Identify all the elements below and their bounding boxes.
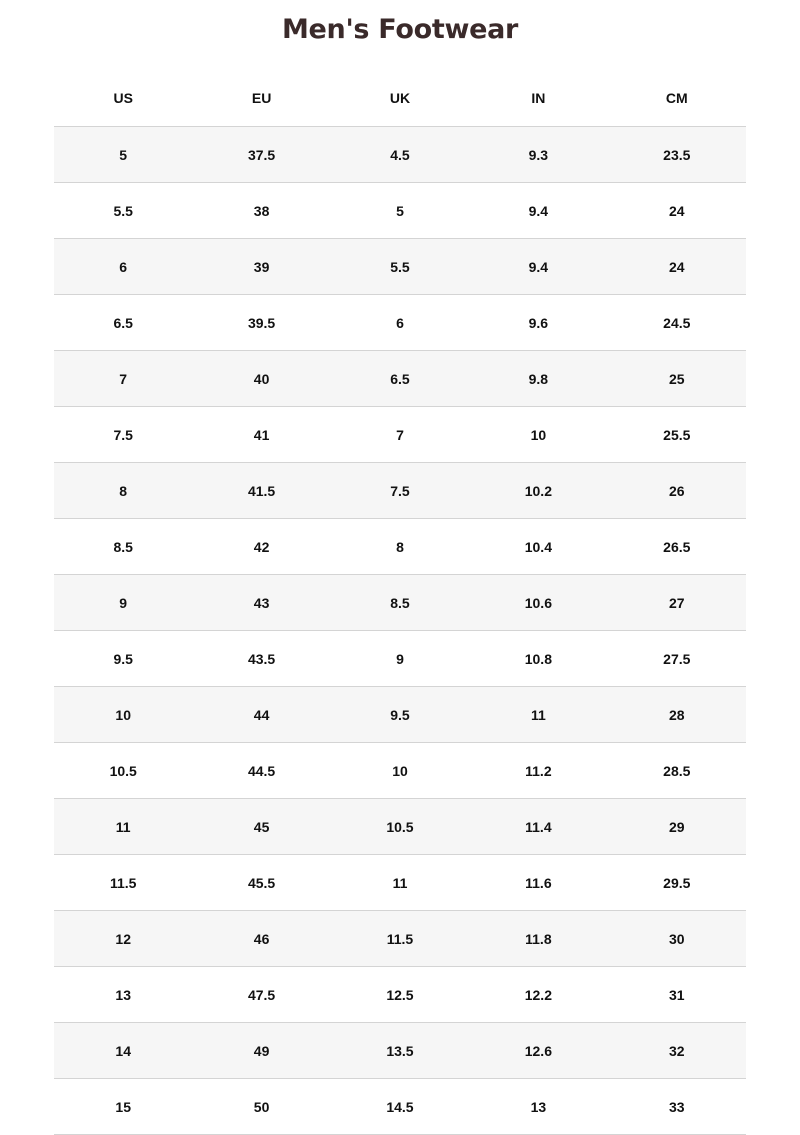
cell-in: 10 [469,407,607,463]
cell-us: 6 [54,239,192,295]
cell-us: 13 [54,967,192,1023]
cell-in: 10.2 [469,463,607,519]
cell-us: 15 [54,1079,192,1135]
cell-uk: 11 [331,855,469,911]
cell-cm: 33 [608,1079,746,1135]
cell-cm: 31 [608,967,746,1023]
cell-us: 8 [54,463,192,519]
cell-cm: 24 [608,183,746,239]
table-row [54,463,746,519]
column-header-us: US [54,70,192,127]
size-table-body [54,127,746,1135]
cell-cm: 26 [608,463,746,519]
cell-uk: 5 [331,183,469,239]
cell-us: 5 [54,127,192,183]
cell-eu: 39 [192,239,330,295]
size-chart-table [54,70,746,1135]
cell-cm: 26.5 [608,519,746,575]
cell-in: 10.4 [469,519,607,575]
cell-in: 9.3 [469,127,607,183]
cell-in: 11.2 [469,743,607,799]
cell-us: 7 [54,351,192,407]
cell-eu: 47.5 [192,967,330,1023]
cell-us: 5.5 [54,183,192,239]
cell-cm: 29.5 [608,855,746,911]
cell-cm: 23.5 [608,127,746,183]
cell-cm: 25.5 [608,407,746,463]
cell-us: 10.5 [54,743,192,799]
cell-uk: 6.5 [331,351,469,407]
table-row [54,799,746,855]
cell-uk: 4.5 [331,127,469,183]
cell-uk: 6 [331,295,469,351]
cell-uk: 13.5 [331,1023,469,1079]
table-row [54,855,746,911]
cell-cm: 28 [608,687,746,743]
cell-cm: 25 [608,351,746,407]
table-row [54,967,746,1023]
table-row [54,183,746,239]
cell-uk: 7 [331,407,469,463]
cell-in: 9.6 [469,295,607,351]
cell-cm: 30 [608,911,746,967]
cell-uk: 10.5 [331,799,469,855]
cell-in: 13 [469,1079,607,1135]
cell-us: 6.5 [54,295,192,351]
cell-eu: 38 [192,183,330,239]
cell-in: 12.2 [469,967,607,1023]
cell-uk: 7.5 [331,463,469,519]
cell-us: 14 [54,1023,192,1079]
table-row [54,351,746,407]
cell-us: 12 [54,911,192,967]
cell-eu: 40 [192,351,330,407]
cell-us: 9 [54,575,192,631]
cell-cm: 27 [608,575,746,631]
column-header-eu: EU [192,70,330,127]
cell-cm: 24.5 [608,295,746,351]
cell-uk: 5.5 [331,239,469,295]
cell-in: 11 [469,687,607,743]
cell-in: 10.8 [469,631,607,687]
table-header-row [54,70,746,127]
cell-us: 11 [54,799,192,855]
table-row [54,239,746,295]
cell-in: 12.6 [469,1023,607,1079]
cell-uk: 8 [331,519,469,575]
cell-eu: 41.5 [192,463,330,519]
cell-eu: 50 [192,1079,330,1135]
cell-in: 11.4 [469,799,607,855]
cell-eu: 41 [192,407,330,463]
table-row [54,127,746,183]
table-row [54,575,746,631]
cell-eu: 42 [192,519,330,575]
column-header-in: IN [469,70,607,127]
cell-in: 9.4 [469,239,607,295]
table-row [54,1079,746,1135]
cell-uk: 11.5 [331,911,469,967]
cell-us: 10 [54,687,192,743]
column-header-cm: CM [608,70,746,127]
cell-eu: 46 [192,911,330,967]
page-title: Men's Footwear [281,14,519,45]
cell-eu: 43.5 [192,631,330,687]
cell-eu: 44.5 [192,743,330,799]
cell-us: 7.5 [54,407,192,463]
table-row [54,687,746,743]
column-header-uk: UK [331,70,469,127]
cell-in: 11.8 [469,911,607,967]
cell-eu: 49 [192,1023,330,1079]
cell-uk: 9 [331,631,469,687]
cell-eu: 45.5 [192,855,330,911]
cell-uk: 10 [331,743,469,799]
cell-eu: 44 [192,687,330,743]
cell-cm: 24 [608,239,746,295]
cell-us: 8.5 [54,519,192,575]
cell-us: 11.5 [54,855,192,911]
cell-in: 10.6 [469,575,607,631]
cell-uk: 14.5 [331,1079,469,1135]
cell-cm: 32 [608,1023,746,1079]
cell-eu: 43 [192,575,330,631]
cell-cm: 28.5 [608,743,746,799]
table-row [54,519,746,575]
cell-eu: 39.5 [192,295,330,351]
table-row [54,743,746,799]
cell-in: 9.8 [469,351,607,407]
cell-in: 11.6 [469,855,607,911]
cell-in: 9.4 [469,183,607,239]
cell-uk: 9.5 [331,687,469,743]
cell-cm: 29 [608,799,746,855]
table-row [54,295,746,351]
cell-eu: 45 [192,799,330,855]
table-row [54,631,746,687]
table-row [54,1023,746,1079]
cell-eu: 37.5 [192,127,330,183]
cell-uk: 8.5 [331,575,469,631]
cell-cm: 27.5 [608,631,746,687]
cell-us: 9.5 [54,631,192,687]
table-row [54,407,746,463]
cell-uk: 12.5 [331,967,469,1023]
table-row [54,911,746,967]
